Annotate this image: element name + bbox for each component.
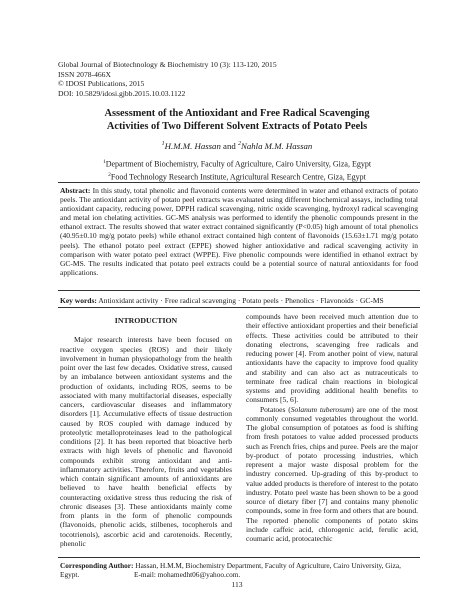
affiliation-2-text: Food Technology Research Institute, Agricultural Research Centre, Giza, Egypt bbox=[110, 172, 366, 182]
affiliation-1 bbox=[60, 157, 414, 170]
affiliation-1-text: Department of Biochemistry, Faculty of Agriculture, Cairo University, Giza, Egypt bbox=[105, 159, 372, 169]
keywords bbox=[60, 296, 418, 305]
author-1: H.M.M. Hassan bbox=[164, 140, 221, 151]
keywords-text: Antioxidant activity · Free radical scavenging · Potato peels · Phenolics · Flavonoids · GC-MS bbox=[96, 296, 384, 305]
author-conjunction: and bbox=[220, 140, 238, 151]
author-email: E-mail: mohamedht06@yahoo.com. bbox=[134, 570, 241, 579]
abstract-bottom-rule bbox=[58, 290, 420, 291]
species-name: Solanum tuberosum bbox=[290, 404, 352, 414]
abstract bbox=[60, 186, 418, 277]
title-line-2: Activities of Two Different Solvent Extracts of Potato Peels bbox=[106, 121, 368, 132]
journal-citation: Global Journal of Biotechnology & Biochemistry 10 (3): 113-120, 2015 bbox=[58, 60, 277, 69]
issn: ISSN 2078-466X bbox=[58, 69, 111, 79]
doi: DOI: 10.5829/idosi.gjbb.2015.10.03.1122 bbox=[58, 88, 186, 98]
footnote-rule bbox=[58, 557, 420, 558]
affiliation-2 bbox=[60, 170, 414, 183]
left-column bbox=[60, 312, 232, 548]
paper-title bbox=[60, 107, 414, 133]
journal-header bbox=[58, 60, 277, 98]
p3-lead: Potatoes ( bbox=[260, 404, 291, 414]
abstract-top-rule bbox=[58, 182, 420, 183]
keywords-bottom-rule bbox=[58, 307, 420, 308]
keywords-label: Key words: bbox=[60, 296, 97, 305]
corresponding-author-text: Hassan, H.M.M, Biochemistry Department, Faculty of Agriculture, Cairo University, Giza, Egypt. bbox=[60, 561, 401, 579]
intro-paragraph-2: compounds have been received much attention due to their effective antioxidant properties and their beneficial effects. These activities could be attributed to their donating electrons, scavenging free radicals and reducing power [4]. From another point of view, natural antioxidants have the capacity to improve food quality and stability and can also act as nutraceuticals to terminate free radical chain reactions in biological systems and providing additional health benefits to consumers [5, 6]. bbox=[246, 312, 418, 405]
affiliation-1-mark: 1 bbox=[102, 159, 106, 165]
corresponding-author-label: Corresponding Author: bbox=[60, 561, 134, 570]
intro-paragraph-1: Major research interests have been focused on reactive oxygen species (ROS) and their likely involvement in human physiopathology from the health point over the last few decades. Oxidative stress, caused by an imbalance between antioxidant systems and the production of oxidants, including ROS, seems to be associated with many multifactorial diseases, especially cancers, cardiovascular diseases and inflammatory disorders [1]. Accumulative effects of tissue destruction caused by ROS coupled with damage induced by proteolytic metalloproteinases lead to the pathological conditions [2]. It has been reported that bioactive herb extracts with high levels of phenolic and flavonoid compounds exhibit strong antioxidant and anti-inflammatory activities. Therefore, fruits and vegetables which contain significant amounts of antioxidants are believed to have health beneficial effects by counteracting oxidative stress thus reducing the risk of chronic diseases [3]. These antioxidants mainly come from plants in the form of phenolic compounds (flavonoids, phenolic acids, stilbenes, tocopherols and tocotrienols), ascorbic acid and carotenoids. Recently, phenolic bbox=[60, 335, 232, 548]
introduction-heading: INTRODUCTION bbox=[114, 316, 178, 325]
publisher-copyright: © IDOSI Publications, 2015 bbox=[58, 79, 145, 89]
author-list bbox=[60, 139, 414, 152]
affiliation-2-mark: 2 bbox=[108, 171, 111, 178]
author-2-affil-mark: 2 bbox=[237, 141, 241, 147]
p3-rest: ) are one of the most commonly consumed vegetables throughout the world. The global consumption of potatoes as food is shifting from fresh potatoes to value added processed products such as French fries, chips and puree. Peels are the major by-product of potato processing industries, which represent a major waste disposal problem for the industry concerned. Up-grading of this by-product to value added products is therefore of interest to the potato industry. Potato peel waste has been shown to be a good source of dietary fiber [7] and contains many phenolic compounds, some in free form and others that are bound. The reported phenolic components of potato skins include caffeic acid, chlorogenic acid, ferulic acid, coumaric acid, protocatechic bbox=[246, 404, 418, 543]
author-2: Nahla M.M. Hassan bbox=[240, 140, 313, 151]
author-1-affil-mark: 1 bbox=[161, 141, 165, 147]
abstract-label: Abstract: bbox=[60, 186, 91, 195]
abstract-text: In this study, total phenolic and flavonoid contents were determined in water and ethanol extracts of potato peels. The antioxidant activity of potato peel extracts was evaluated using different biochemical assays, including total antioxidant capacity, reducing power, DPPH radical scavenging, nitric oxide scavenging, hydroxyl radical scavenging and metal ion chelating activities. GC-MS analysis was performed to identify the phenolic compounds present in the ethanol extract. The results showed that water extract contained significantly (P<0.05) high amount of total phenolics (40.95±0.10 mg/g potato peels) while ethanol extract contained high content of flavonoids (15.63±1.71 mg/g potato peels). The ethanol potato peel extract (EPPE) showed higher antioxidative and radical scavenging activity in comparison with water potato peel extract (WPPE). Five phenolic compounds were identified in ethanol extract by GC-MS. The results indicated that potato peel extracts could be a potential source of natural antioxidants for food applications. bbox=[60, 186, 418, 277]
intro-paragraph-3 bbox=[246, 405, 418, 544]
affiliations bbox=[60, 157, 414, 182]
title-line-1: Assessment of the Antioxidant and Free Radical Scavenging bbox=[104, 108, 370, 119]
page-number: 113 bbox=[231, 580, 243, 589]
right-column bbox=[246, 312, 418, 543]
